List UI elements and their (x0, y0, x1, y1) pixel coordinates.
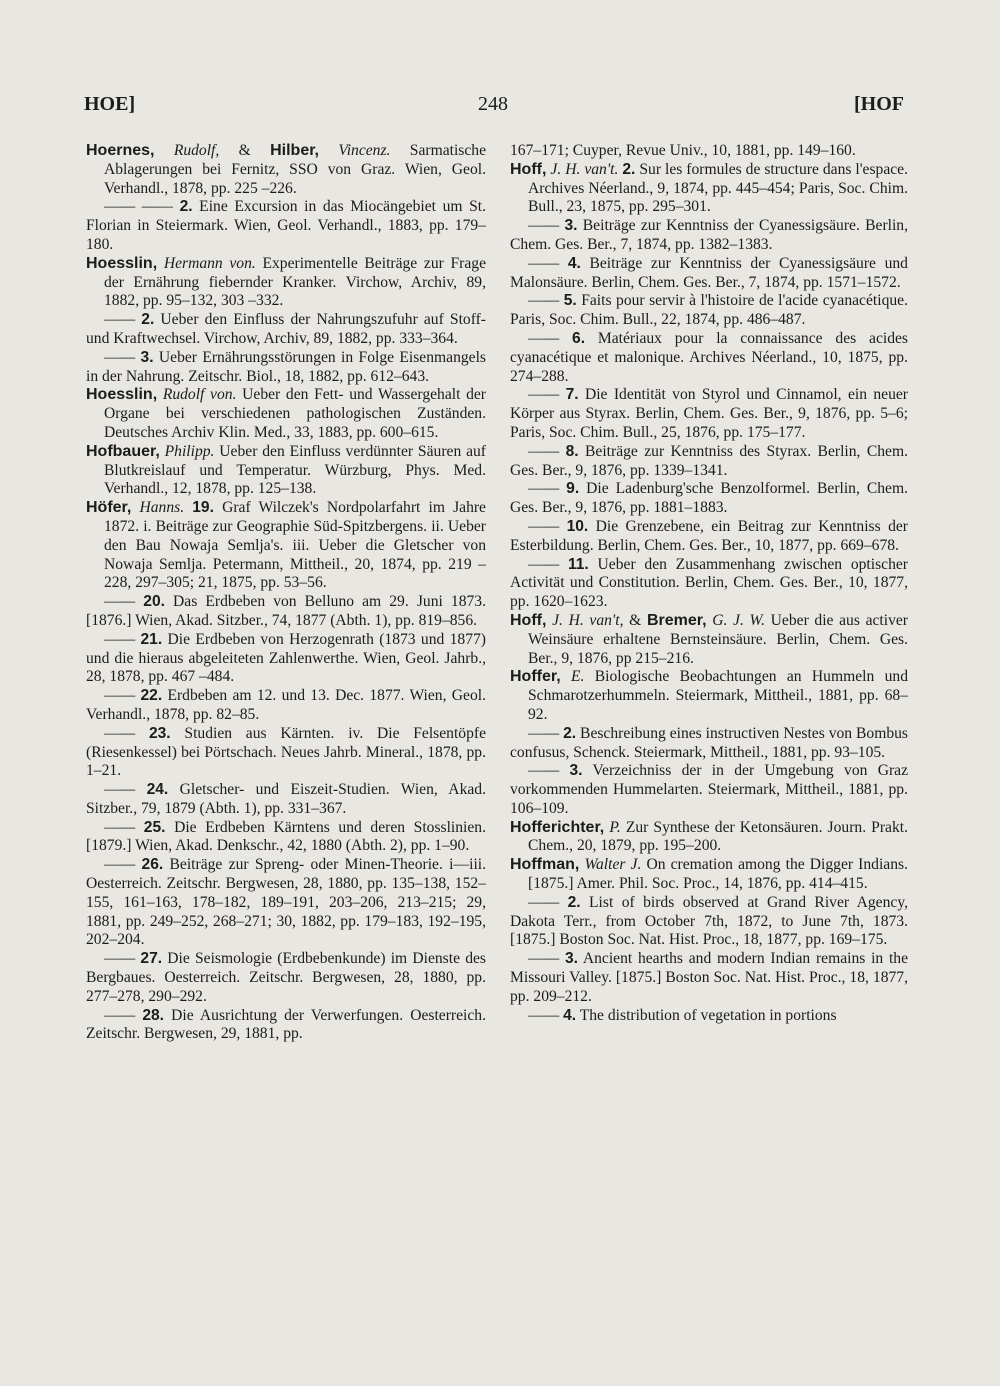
bibliography-entry (510, 725, 908, 763)
entry-text: Das Erdbeben von Belluno am 29. Juni 1873. [1876.] Wien, Akad. Sitzber., 74, 1877 (Abth. 1), pp. 819–856. (86, 593, 486, 629)
entry-text: Die Erdbeben von Herzogenrath (1873 und 1877) und die hieraus abgeleiteten Zahlenwerthe. Wien, Geol. Jahrb., 28, 1878, pp. 467 –484. (86, 630, 486, 686)
ditto-dash: —— (528, 254, 560, 272)
author-given-name: P. (609, 818, 621, 836)
ditto-dash: —— (104, 593, 136, 611)
entry-number: 25. (143, 818, 166, 836)
entry-text: Studien aus Kärnten. iv. Die Felsentöpfe (Riesenkessel) bei Pörtschach. Neues Jahrb. Mineral., 1878, pp. 1–21. (86, 724, 487, 780)
entry-number: 22. (140, 687, 163, 705)
entry-number: 2. (567, 893, 581, 911)
entry-text: Sur les formules de structure dans l'espace. Archives Néerland., 9, 1874, pp. 445–454; Paris, Soc. Chim. Bull., 23, 1875, pp. 295–301. (528, 160, 909, 216)
bibliography-entry (86, 311, 486, 349)
ditto-dash: —— (104, 724, 136, 742)
entry-text: Graf Wilczek's Nordpolarfahrt im Jahre 1872. i. Beiträge zur Geographie Süd-Spitzbergens. ii. Ueber den Bau Nowaja Semlja's. iii. Ueber die Gletscher von Nowaja Semlja. Petermann, Mittheil., 20, 1874, pp. 219 –228, 297–305; 21, 1875, pp. 53–56. (104, 499, 486, 592)
entry-number: 2. (141, 311, 155, 329)
entry-text: Sarmatische Ablagerungen bei Fernitz, SSO von Graz. Wien, Geol. Verhandl., 1878, pp. 225 –226. (104, 142, 486, 197)
bibliography-entry (510, 556, 908, 612)
entry-text: Ueber den Einfluss verdünnter Säuren auf Blutkreislauf und Temperatur. Würzburg, Phys. Med. Verhandl., 12, 1878, pp. 125–138. (104, 442, 486, 498)
entry-number: 3. (140, 348, 154, 366)
author-given-name: Hanns. (139, 499, 185, 517)
author-given-name: J. H. van't, (552, 611, 624, 629)
ditto-dash: —— (104, 950, 136, 968)
ditto-dash: —— (528, 517, 560, 535)
bibliography-entry (86, 349, 486, 387)
entry-text: Die Seismologie (Erdbebenkunde) im Dienste des Bergbaues. Oesterreich. Zeitschr. Bergwesen, 28, 1880, pp. 277–278, 290–292. (86, 950, 486, 1005)
bibliography-entry (86, 781, 486, 819)
ditto-dash: —— (528, 555, 560, 573)
bibliography-entry (86, 499, 486, 593)
entry-text: Beschreibung eines instructiven Nestes von Bombus confusus, Schenck. Steiermark, Mittheil., 1881, pp. 93–105. (510, 724, 908, 761)
author-surname: Hoesslin, (86, 254, 158, 272)
entry-text: Ueber den Einfluss der Nahrungszufuhr auf Stoff- und Kraftwechsel. Virchow, Archiv, 89, 1882, pp. 333–364. (86, 311, 486, 347)
bibliography-entry (86, 142, 486, 198)
entry-text: Erdbeben am 12. und 13. Dec. 1877. Wien, Geol. Verhandl., 1878, pp. 82–85. (86, 687, 486, 723)
entry-text: Beiträge zur Kenntniss der Cyanessigsäure und Malonsäure. Berlin, Chem. Ges. Ber., 7, 1874, pp. 1571–1572. (510, 254, 908, 291)
author-surname: Hoffer, (510, 668, 561, 686)
bibliography-entry (510, 668, 908, 724)
entry-text: Biologische Beobachtungen an Hummeln und Schmarotzerhummeln. Steiermark, Mittheil., 1881, pp. 68–92. (528, 668, 908, 723)
bibliography-entry (510, 950, 908, 1006)
bibliography-entry (86, 198, 486, 254)
bibliography-entry (86, 687, 486, 725)
ditto-dash: —— (528, 386, 560, 404)
running-head-right: [HOF (854, 93, 904, 115)
author-given-name: Rudolf von. (162, 386, 237, 404)
entry-text: 167–171; Cuyper, Revue Univ., 10, 1881, pp. 149–160. (510, 142, 856, 159)
entry-number: 4. (563, 1006, 577, 1024)
bibliography-entry (510, 856, 908, 894)
bibliography-entry (510, 330, 908, 386)
ditto-dash: —— (104, 687, 136, 705)
right-column (510, 142, 908, 1025)
ditto-dash: —— (104, 311, 136, 329)
entry-number: 8. (565, 442, 579, 460)
ditto-dash: —— (528, 442, 560, 460)
entry-text: Die Ladenburg'sche Benzolformel. Berlin, Chem. Ges. Ber., 9, 1876, pp. 1881–1883. (510, 480, 908, 517)
bibliography-entry (510, 612, 908, 668)
entry-number: 4. (567, 254, 581, 272)
bibliography-entry (86, 386, 486, 442)
entry-text: Gletscher- und Eiszeit-Studien. Wien, Akad. Sitzber., 79, 1879 (Abth. 1), pp. 331–367. (86, 781, 486, 817)
bibliography-entry (510, 217, 908, 255)
entry-number: 28. (142, 1006, 164, 1024)
ditto-dash: —— (104, 856, 136, 874)
ditto-dash: —— (528, 292, 560, 310)
entry-text: Die Ausrichtung der Verwerfungen. Oesterreich. Zeitschr. Bergwesen, 29, 1881, pp. (86, 1006, 486, 1043)
entry-text: Verzeichniss der in der Umgebung von Graz vorkommenden Hummelarten. Steiermark, Mittheil., 1881, pp. 106–109. (510, 762, 908, 817)
entry-text: Eine Excursion in das Miocängebiet um St. Florian in Steiermark. Wien, Geol. Verhandl., 1883, pp. 179–180. (86, 198, 486, 253)
entry-number: 20. (143, 593, 165, 611)
bibliography-entry (510, 894, 908, 950)
entry-number: 3. (569, 762, 583, 780)
ditto-dash: —— (528, 950, 560, 968)
running-head-left: HOE] (84, 93, 136, 115)
bibliography-entry (86, 856, 486, 950)
entry-number: 21. (140, 630, 163, 648)
ditto-dash: —— (104, 818, 136, 836)
author-surname: Bremer, (646, 611, 707, 629)
bibliography-entry (510, 819, 908, 857)
author-given-name: E. (571, 668, 585, 686)
author-given-name: Rudolf, (173, 142, 220, 159)
author-surname: Hoff, (510, 160, 547, 178)
author-surname: Hoernes, (86, 142, 155, 159)
bibliography-entry (86, 255, 486, 311)
entry-number: 5. (563, 292, 577, 310)
bibliography-entry (510, 255, 908, 293)
entry-number: 9. (566, 480, 580, 498)
ditto-dash: —— (528, 329, 560, 347)
entry-text: Experimentelle Beiträge zur Frage der Ernährung fiebernder Kranker. Virchow, Archiv, 89, 1882, pp. 95–132, 303 –332. (104, 254, 486, 310)
entry-number: 19. (192, 499, 214, 517)
bibliography-entry (510, 1007, 908, 1026)
bibliography-entry (510, 292, 908, 330)
bibliography-entry (510, 142, 908, 161)
entry-number: 2. (179, 198, 193, 216)
ditto-dash: —— (528, 1006, 560, 1024)
ditto-dash: —— —— (104, 198, 173, 216)
entry-text: Beiträge zur Kenntniss der Cyanessigsäure. Berlin, Chem. Ges. Ber., 7, 1874, pp. 1382–1383. (510, 217, 909, 253)
ditto-dash: —— (528, 217, 560, 235)
bibliography-entry (86, 950, 486, 1006)
bibliography-entry (86, 725, 486, 781)
entry-text: Die Grenzebene, ein Beitrag zur Kenntniss der Esterbildung. Berlin, Chem. Ges. Ber., 10, 1877, pp. 669–678. (510, 517, 908, 554)
bibliography-entry (86, 819, 486, 857)
entry-number: 6. (572, 329, 586, 347)
entry-number: 24. (146, 781, 169, 799)
page-number: 248 (478, 93, 508, 115)
left-column (86, 142, 486, 1044)
entry-text: Die Erdbeben Kärntens und deren Stosslinien. [1879.] Wien, Akad. Denkschr., 42, 1880 (Abth. 2), pp. 1–90. (86, 818, 486, 855)
bibliography-entry (510, 386, 908, 442)
bibliography-entry (510, 443, 908, 481)
entry-text: Ueber die aus activer Weinsäure erhaltene Bernsteinsäure. Berlin, Chem. Ges. Ber., 9, 1876, pp 215–216. (528, 611, 909, 667)
entry-text: On cremation among the Digger Indians. [1875.] Amer. Phil. Soc. Proc., 14, 1876, pp. 414–415. (528, 856, 908, 893)
entry-number: 26. (141, 856, 164, 874)
bibliography-entry (86, 631, 486, 687)
entry-text: Ueber den Zusammenhang zwischen optischer Activität und Constitution. Berlin, Chem. Ges. Ber., 10, 1877, pp. 1620–1623. (510, 555, 908, 611)
author-surname: Hilber, (270, 142, 319, 159)
ditto-dash: —— (104, 1006, 136, 1024)
ditto-dash: —— (528, 724, 560, 742)
entry-number: 2. (622, 160, 636, 178)
bibliography-entry (86, 1007, 486, 1045)
author-surname: Hoffman, (510, 856, 580, 874)
bibliography-entry (510, 518, 908, 556)
ditto-dash: —— (104, 348, 136, 366)
author-joiner: & (219, 142, 271, 159)
entry-number: 23. (148, 724, 171, 742)
ditto-dash: —— (528, 480, 560, 498)
ditto-dash: —— (528, 762, 560, 780)
entry-text: Ancient hearths and modern Indian remains in the Missouri Valley. [1875.] Boston Soc. Nat. Hist. Proc., 18, 1877, pp. 209–212. (510, 950, 908, 1005)
author-surname: Hoff, (510, 611, 547, 629)
author-surname: Höfer, (86, 499, 132, 517)
entry-text: Beiträge zur Kenntniss des Styrax. Berlin, Chem. Ges. Ber., 9, 1876, pp. 1339–1341. (510, 442, 908, 479)
entry-text: Zur Synthese der Ketonsäuren. Journ. Prakt. Chem., 20, 1879, pp. 195–200. (528, 818, 908, 855)
entry-number: 11. (567, 555, 589, 573)
ditto-dash: —— (104, 630, 136, 648)
entry-text: The distribution of vegetation in portions (576, 1006, 837, 1024)
entry-number: 27. (140, 950, 163, 968)
author-joiner: & (623, 611, 647, 629)
author-given-name: Walter J. (584, 856, 642, 874)
entry-text: Faits pour servir à l'histoire de l'acide cyanacétique. Paris, Soc. Chim. Bull., 22, 1874, pp. 486–487. (510, 292, 908, 329)
entry-number: 10. (566, 517, 589, 535)
entry-number: 3. (564, 217, 578, 235)
entry-text: Ueber Ernährungsstörungen in Folge Eisenmangels in der Nahrung. Zeitschr. Biol., 18, 1882, pp. 612–643. (86, 348, 486, 385)
author-given-name: Vincenz. (338, 142, 391, 159)
entry-text: Beiträge zur Spreng- oder Minen-Theorie. i—iii. Oesterreich. Zeitschr. Bergwesen, 28, 1880, pp. 135–138, 152–155, 161–163, 178–182, 189–191, 203–206, 213–215; 29, 1881, pp. 249–252, 268–271; 30, 1882, pp. 179–183, 192–195, 202–204. (86, 856, 487, 949)
entry-text: Ueber den Fett- und Wassergehalt der Organe bei verschiedenen pathologischen Zuständen. Deutsches Archiv Klin. Med., 33, 1883, pp. 600–615. (104, 386, 486, 441)
ditto-dash: —— (528, 893, 560, 911)
bibliography-entry (510, 480, 908, 518)
author-given-name: Philipp. (164, 442, 215, 460)
entry-number: 7. (565, 386, 579, 404)
entry-number: 3. (564, 950, 578, 968)
entry-text: List of birds observed at Grand River Agency, Dakota Terr., from October 7th, 1872, to June 7th, 1873. [1875.] Boston Soc. Nat. Hist. Proc., 18, 1877, pp. 169–175. (510, 893, 908, 949)
bibliography-entry (510, 762, 908, 818)
author-given-name: J. H. van't. (550, 160, 619, 178)
author-surname: Hoesslin, (86, 386, 158, 404)
entry-text: Die Identität von Styrol und Cinnamol, ein neuer Körper aus Styrax. Berlin, Chem. Ges. Ber., 9, 1876, pp. 5–6; Paris, Soc. Chim. Bull., 25, 1876, pp. 175–177. (510, 386, 908, 441)
ditto-dash: —— (104, 781, 136, 799)
entry-number: 2. (563, 724, 577, 742)
bibliography-entry (86, 593, 486, 631)
entry-text: Matériaux pour la connaissance des acides cyanacétique et malonique. Archives Néerland., 10, 1875, pp. 274–288. (510, 329, 908, 385)
author-surname: Hofbauer, (86, 442, 160, 460)
author-surname: Hofferichter, (510, 818, 605, 836)
bibliography-entry (510, 161, 908, 217)
author-given-name: Hermann von. (163, 254, 256, 272)
author-given-name: G. J. W. (712, 611, 765, 629)
bibliography-entry (86, 443, 486, 499)
